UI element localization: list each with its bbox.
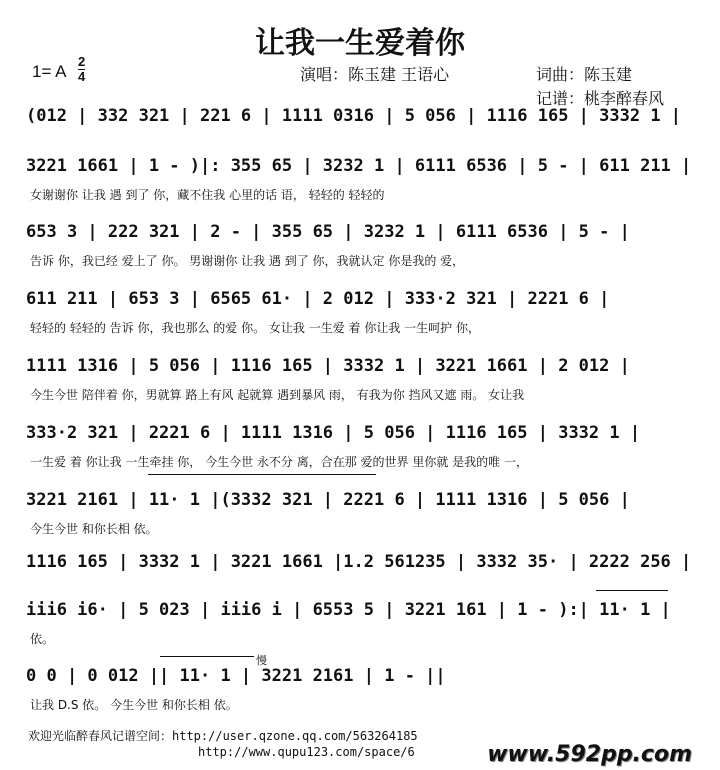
lyrics-line: 让我 D.S 依。 今生今世 和你长相 依。 — [30, 698, 238, 712]
notation-line: 3221 1661 | 1 - )|: 355 65 | 3232 1 | 6111 6536 | 5 - | 611 211 | — [26, 156, 692, 176]
notation-line: 0 0 | 0 012 || 11· 1 | 3221 2161 | 1 - || — [26, 666, 446, 686]
volta-bracket — [596, 590, 668, 591]
notation-line: (012 | 332 321 | 221 6 | 1111 0316 | 5 056 | 1116 165 | 3332 1 | — [26, 106, 682, 126]
time-signature — [78, 55, 85, 84]
notation-line: 611 211 | 653 3 | 6565 61· | 2 012 | 333·2 321 | 2221 6 | — [26, 289, 610, 309]
slur-line — [148, 474, 376, 475]
key-signature: 1= A — [32, 62, 67, 81]
notation-line: 3221 2161 | 11· 1 |(3332 321 | 2221 6 | 1111 1316 | 5 056 | — [26, 490, 630, 510]
singers: 演唱：陈玉建 王语心 — [300, 65, 450, 84]
transcriber: 记谱：桃李醉春风 — [536, 89, 665, 108]
lyrics-line: 轻轻的 轻轻的 告诉 你，我也那么 的爱 你。 女让我 一生爱 着 你让我 一生呵护 你， — [30, 321, 480, 335]
lyrics-line: 今生今世 陪伴着 你，男就算 路上有风 起就算 遇到暴风 雨， 有我为你 挡风又遮 雨。 女让我 — [30, 388, 525, 402]
lyrics-line: 告诉 你，我已经 爱上了 你。 男谢谢你 让我 遇 到了 你，我就认定 你是我的 爱， — [30, 254, 465, 268]
watermark-logo: www.592pp.com — [487, 742, 692, 767]
notation-line: 653 3 | 222 321 | 2 - | 355 65 | 3232 1 | 6111 6536 | 5 - | — [26, 222, 630, 242]
notation-line: iii6 i6· | 5 023 | iii6 i | 6553 5 | 3221 161 | 1 - ):| 11· 1 | — [26, 600, 671, 620]
meter-top: 2 — [78, 54, 86, 69]
lyrics-line: 今生今世 和你长相 依。 — [30, 522, 158, 536]
lyrics-line: 女谢谢你 让我 遇 到了 你，藏不住我 心里的话 语， 轻轻的 轻轻的 — [30, 188, 385, 202]
triplet-bracket — [160, 656, 254, 657]
notation-line: 1116 165 | 3332 1 | 3221 1661 |1.2 561235 | 3332 35· | 2222 256 | — [26, 552, 692, 572]
footer-line-1: 欢迎光临醉春风记谱空间：http://user.qzone.qq.com/563264185 — [28, 729, 418, 743]
slow-tempo-mark: 慢 — [256, 654, 267, 667]
footer-line-2: http://www.qupu123.com/space/6 — [198, 745, 415, 759]
composer: 词曲：陈玉建 — [536, 65, 633, 84]
meter-bottom: 4 — [78, 69, 86, 84]
lyrics-line: 依。 — [30, 632, 55, 646]
notation-line: 1111 1316 | 5 056 | 1116 165 | 3332 1 | 3221 1661 | 2 012 | — [26, 356, 630, 376]
notation-line: 333·2 321 | 2221 6 | 1111 1316 | 5 056 | 1116 165 | 3332 1 | — [26, 423, 641, 443]
lyrics-line: 一生爱 着 你让我 一生牵挂 你， 今生今世 永不分 离，合在那 爱的世界 里你就 是我的唯 一， — [30, 455, 528, 469]
song-title: 让我一生爱着你 — [255, 26, 465, 61]
